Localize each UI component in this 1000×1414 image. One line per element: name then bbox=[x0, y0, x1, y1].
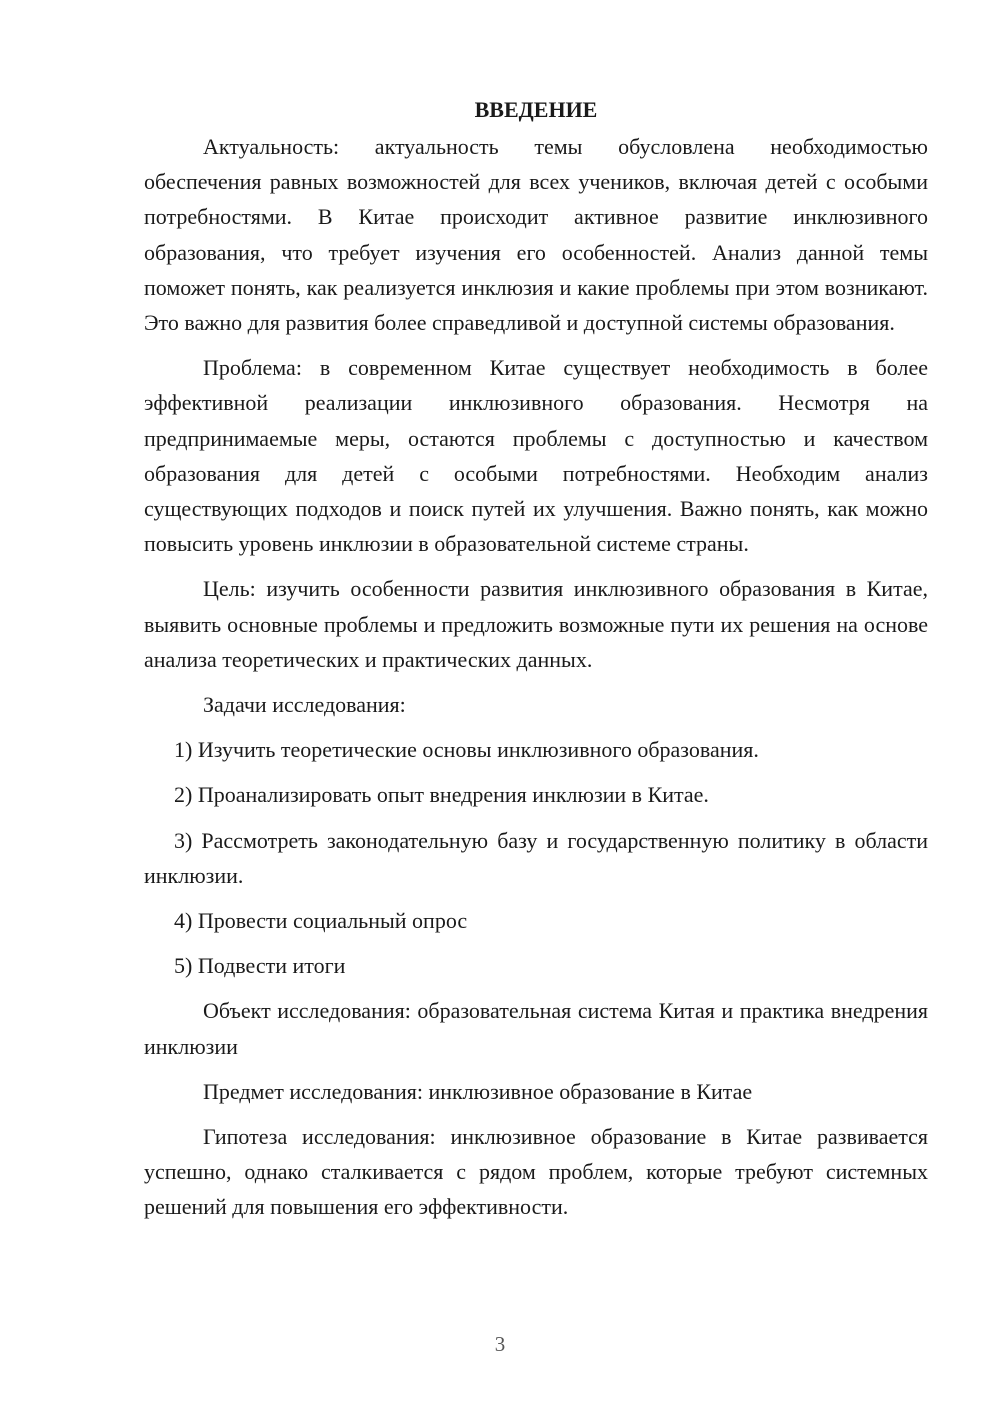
tasks-heading: Задачи исследования: bbox=[203, 692, 406, 718]
paragraph-goal: Цель: изучить особенности развития инклюзивного образования в Китае, выявить основные проблемы и предложить возможные пути их решения на основе анализа теоретических и практических данных. bbox=[144, 576, 928, 672]
task-item-1: 1) Изучить теоретические основы инклюзивного образования. bbox=[174, 737, 759, 763]
paragraph-hypothesis: Гипотеза исследования: инклюзивное образование в Китае развивается успешно, однако сталкивается с рядом проблем, которые требуют системных решений для повышения его эффективности. bbox=[144, 1124, 928, 1220]
task-item-3: 3) Рассмотреть законодательную базу и государственную политику в области инклюзии. bbox=[144, 827, 928, 888]
task-item-4: 4) Провести социальный опрос bbox=[174, 908, 468, 934]
section-title: ВВЕДЕНИЕ bbox=[474, 97, 598, 122]
paragraph-object: Объект исследования: образовательная система Китая и практика внедрения инклюзии bbox=[144, 998, 928, 1059]
task-item-2: 2) Проанализировать опыт внедрения инклюзии в Китае. bbox=[174, 782, 709, 808]
page-number: 3 bbox=[494, 1332, 506, 1356]
task-item-5: 5) Подвести итоги bbox=[174, 953, 346, 979]
paragraph-problem: Проблема: в современном Китае существует необходимость в более эффективной реализации инклюзивного образования. Несмотря на предпринимаемые меры, остаются проблемы с доступностью и качеством образования для детей с особыми потребностями. Необходим анализ существующих подходов и поиск путей их улучшения. Важно понять, как можно повысить уровень инклюзии в образовательной системе страны. bbox=[144, 355, 928, 557]
task-list bbox=[144, 732, 928, 983]
paragraph-relevance: Актуальность: актуальность темы обусловлена необходимостью обеспечения равных возможностей для всех учеников, включая детей с особыми потребностями. В Китае происходит активное развитие инклюзивного образования, что требует изучения его особенностей. Анализ данной темы поможет понять, как реализуется инклюзия и какие проблемы при этом возникают. Это важно для развития более справедливой и доступной системы образования. bbox=[144, 134, 928, 336]
paragraph-subject: Предмет исследования: инклюзивное образование в Китае bbox=[203, 1078, 753, 1104]
document-page bbox=[144, 92, 928, 1235]
